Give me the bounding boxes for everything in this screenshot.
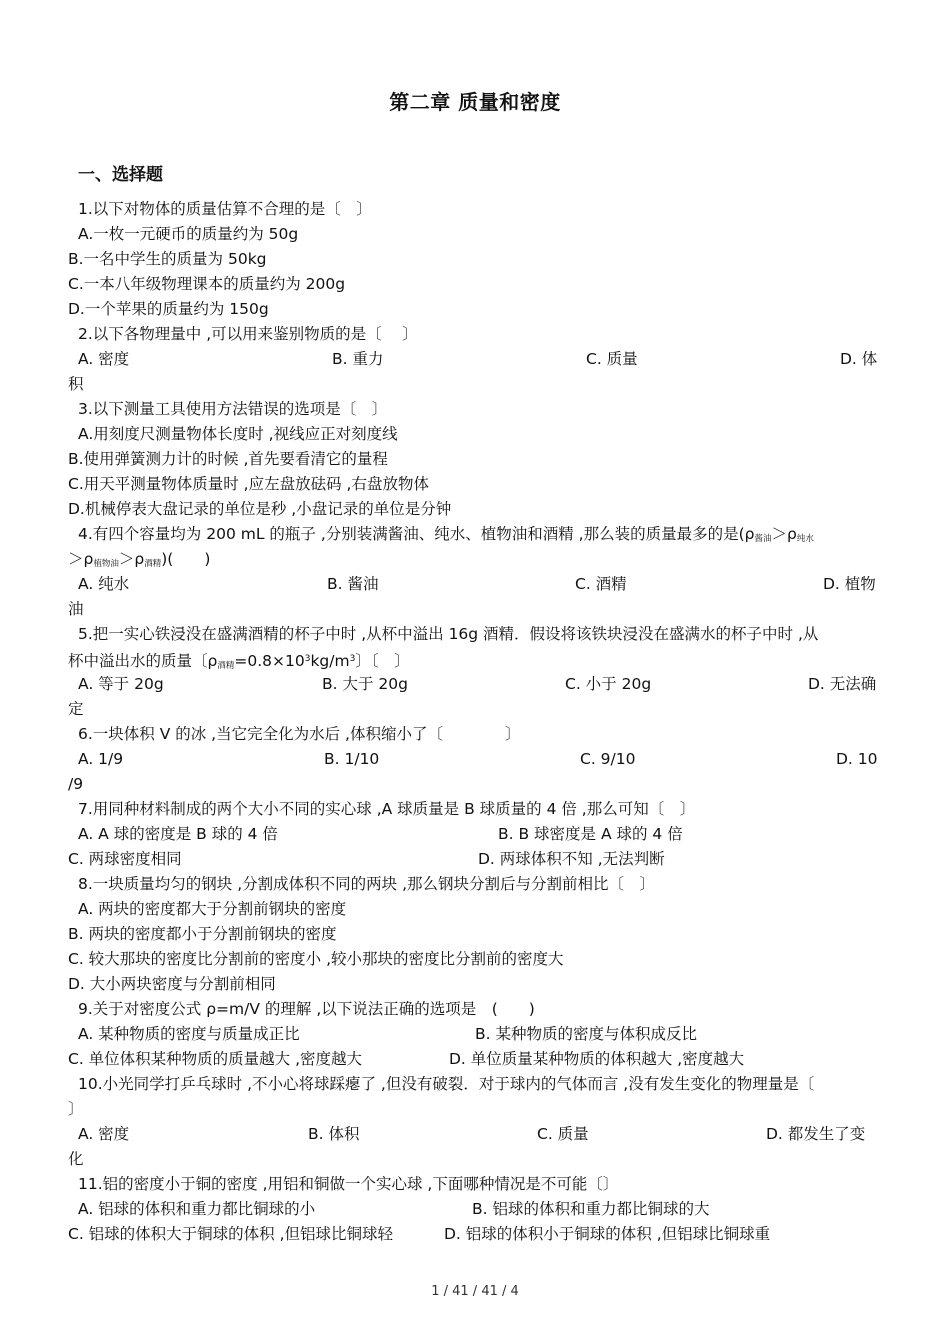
- question-10-option-d: D. 都发生了变: [766, 1125, 866, 1143]
- question-4-options: [68, 572, 883, 597]
- question-9: 9.关于对密度公式 ρ=m/V 的理解 ,以下说法正确的选项是 ( ): [78, 1000, 535, 1018]
- question-2-option-d-wrap: 积: [68, 375, 84, 393]
- question-4-option-d: D. 植物: [823, 575, 876, 593]
- question-4-option-b: B. 酱油: [327, 575, 379, 593]
- question-4-gt: ＞ρ: [68, 550, 94, 568]
- question-11-option-b: B. 铝球的体积和重力都比铜球的大: [472, 1200, 710, 1218]
- page-footer: 1 / 41 / 41 / 4: [431, 1284, 519, 1299]
- question-11-option-a: A. 铝球的体积和重力都比铜球的小: [78, 1200, 316, 1218]
- question-11-option-d: D. 铝球的体积小于铜球的体积 ,但铝球比铜球重: [444, 1225, 771, 1243]
- subscript: 酱油: [754, 534, 772, 544]
- question-3: 3.以下测量工具使用方法错误的选项是〔 〕: [78, 400, 388, 418]
- question-1-option-d: D.一个苹果的质量约为 150g: [68, 300, 269, 318]
- subscript: 纯水: [796, 534, 814, 544]
- question-3-option-a: A.用刻度尺测量物体长度时 ,视线应正对刻度线: [78, 425, 398, 443]
- question-6-option-a: A. 1/9: [78, 750, 124, 768]
- question-9-options-row-2: [68, 1047, 883, 1072]
- question-3-option-c: C.用天平测量物体质量时 ,应左盘放砝码 ,右盘放物体: [68, 475, 429, 493]
- question-5-option-d-wrap: 定: [68, 700, 84, 718]
- question-10-options: [68, 1122, 883, 1147]
- question-11: 11.铝的密度小于铜的密度 ,用铝和铜做一个实心球 ,下面哪种情况是不可能〔〕: [78, 1175, 619, 1193]
- question-2-option-d: D. 体: [840, 350, 878, 368]
- question-9-option-a: A. 某种物质的密度与质量成正比: [78, 1025, 300, 1043]
- question-11-options-row-2: [68, 1222, 883, 1247]
- question-5-option-c: C. 小于 20g: [565, 675, 652, 693]
- question-6-option-b: B. 1/10: [324, 750, 380, 768]
- question-6-options: [68, 747, 883, 772]
- question-10: 10.小光同学打乒乓球时 ,不小心将球踩瘪了 ,但没有破裂．对于球内的气体而言 ,没有发生变化的物理量是〔: [78, 1075, 815, 1093]
- question-5-unit: kg/m: [310, 652, 350, 670]
- question-4-gt: ＞ρ: [771, 525, 797, 543]
- question-9-options-row-1: [68, 1022, 883, 1047]
- question-5-value: =0.8×10: [234, 652, 305, 670]
- question-8-option-b: B. 两块的密度都小于分割前钢块的密度: [68, 925, 337, 943]
- question-7-option-d: D. 两球体积不知 ,无法判断: [478, 850, 665, 868]
- question-7-option-b: B. B 球密度是 A 球的 4 倍: [498, 825, 683, 843]
- question-7-option-c: C. 两球密度相同: [68, 850, 182, 868]
- question-8-option-a: A. 两块的密度都大于分割前钢块的密度: [78, 900, 347, 918]
- question-8: 8.一块质量均匀的钢块 ,分割成体积不同的两块 ,那么钢块分割后与分割前相比〔 〕: [78, 875, 655, 893]
- question-3-option-d: D.机械停表大盘记录的单位是秒 ,小盘记录的单位是分钟: [68, 500, 452, 518]
- question-10-option-b: B. 体积: [308, 1125, 360, 1143]
- question-7: 7.用同种材料制成的两个大小不同的实心球 ,A 球质量是 B 球质量的 4 倍 ,那么可知〔 〕: [78, 800, 696, 818]
- question-1-option-b: B.一名中学生的质量为 50kg: [68, 250, 267, 268]
- question-1: 1.以下对物体的质量估算不合理的是〔 〕: [78, 200, 372, 218]
- question-8-option-c: C. 较大那块的密度比分割前的密度小 ,较小那块的密度比分割前的密度大: [68, 950, 564, 968]
- question-3-option-b: B.使用弹簧测力计的时候 ,首先要看清它的量程: [68, 450, 388, 468]
- question-10-option-d-wrap: 化: [68, 1150, 84, 1168]
- question-6-option-c: C. 9/10: [580, 750, 636, 768]
- question-4-option-a: A. 纯水: [78, 575, 130, 593]
- question-1-option-c: C.一本八年级物理课本的质量约为 200g: [68, 275, 346, 293]
- question-7-option-a: A. A 球的密度是 B 球的 4 倍: [78, 825, 278, 843]
- question-9-option-d: D. 单位质量某种物质的体积越大 ,密度越大: [449, 1050, 745, 1068]
- question-1-option-a: A.一枚一元硬币的质量约为 50g: [78, 225, 299, 243]
- question-4-blank: )( ): [161, 550, 211, 568]
- question-2-options: [68, 347, 883, 372]
- question-10-option-a: A. 密度: [78, 1125, 130, 1143]
- question-2: 2.以下各物理量中 ,可以用来鉴别物质的是〔 〕: [78, 325, 418, 343]
- question-4-text: 4.有四个容量均为 200 mL 的瓶子 ,分别装满酱油、纯水、植物油和酒精 ,那么装的质量最多的是(ρ: [78, 525, 755, 543]
- question-4: [68, 522, 893, 547]
- question-7-options-row-1: [68, 822, 883, 847]
- question-5-line-2: [68, 647, 883, 672]
- question-6-option-d: D. 10: [836, 750, 878, 768]
- question-11-options-row-1: [68, 1197, 883, 1222]
- question-8-option-d: D. 大小两块密度与分割前相同: [68, 975, 276, 993]
- subscript: 植物油: [93, 559, 119, 569]
- question-5-text: 杯中溢出水的质量〔ρ: [68, 652, 218, 670]
- subscript: 酒精: [144, 559, 162, 569]
- question-5: 5.把一实心铁浸没在盛满酒精的杯子中时 ,从杯中溢出 16g 酒精．假设将该铁块浸没在盛满水的杯子中时 ,从: [78, 625, 819, 643]
- page-title: 第二章 质量和密度: [389, 90, 561, 114]
- question-10-wrap: 〕: [68, 1100, 84, 1118]
- question-5-option-a: A. 等于 20g: [78, 675, 164, 693]
- question-2-option-a: A. 密度: [78, 350, 130, 368]
- question-5-options: [68, 672, 883, 697]
- question-4-line-2: [68, 547, 883, 572]
- question-7-options-row-2: [68, 847, 883, 872]
- superscript: 3: [349, 654, 356, 664]
- question-5-blank: 〕〔 〕: [355, 652, 410, 670]
- question-5-option-d: D. 无法确: [808, 675, 877, 693]
- question-4-option-d-wrap: 油: [68, 600, 84, 618]
- question-10-option-c: C. 质量: [537, 1125, 589, 1143]
- question-6-option-d-wrap: /9: [68, 775, 84, 793]
- question-5-option-b: B. 大于 20g: [322, 675, 408, 693]
- question-4-gt: ＞ρ: [118, 550, 145, 568]
- question-2-option-b: B. 重力: [332, 350, 384, 368]
- question-6: 6.一块体积 V 的冰 ,当它完全化为水后 ,体积缩小了〔 〕: [78, 725, 521, 743]
- section-heading: 一、选择题: [78, 165, 163, 185]
- question-4-option-c: C. 酒精: [575, 575, 627, 593]
- question-9-option-c: C. 单位体积某种物质的质量越大 ,密度越大: [68, 1050, 363, 1068]
- question-2-option-c: C. 质量: [586, 350, 638, 368]
- superscript: 3: [304, 654, 311, 664]
- subscript: 酒精: [217, 661, 235, 671]
- question-9-option-b: B. 某种物质的密度与体积成反比: [475, 1025, 697, 1043]
- question-11-option-c: C. 铝球的体积大于铜球的体积 ,但铝球比铜球轻: [68, 1225, 394, 1243]
